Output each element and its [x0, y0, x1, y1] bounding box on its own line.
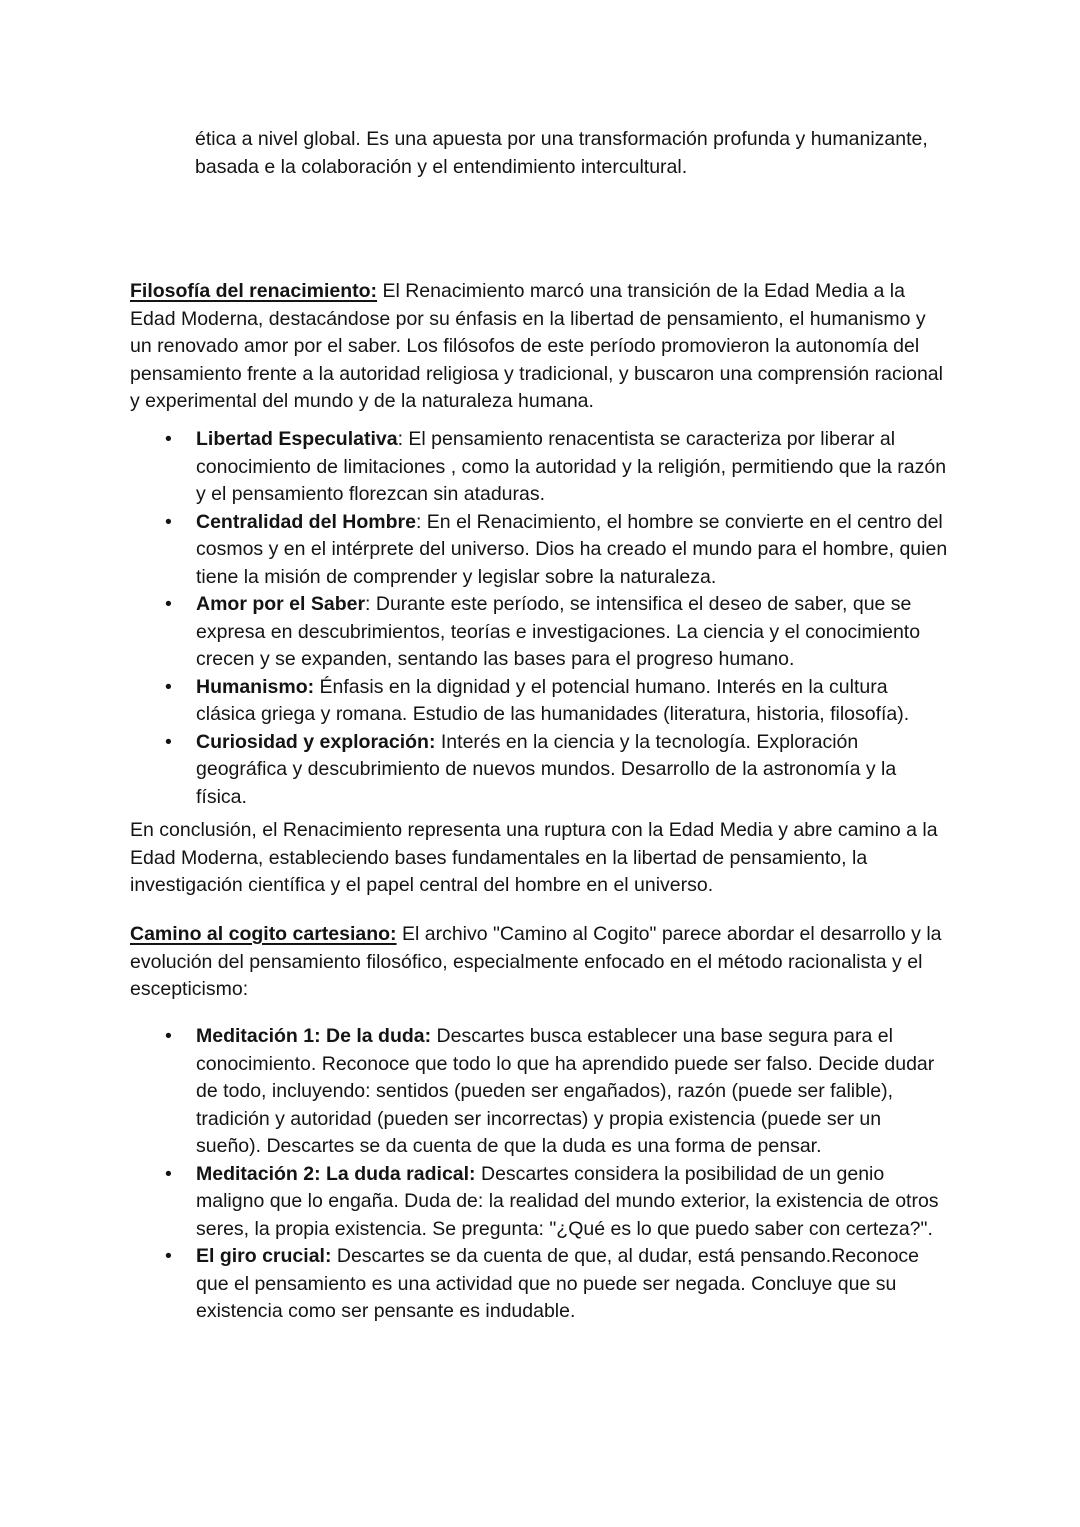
bullet-description: : Durante este período, se intensifica el deseo de saber, que se expresa en descubrimientos, teorías e investigaciones. La ciencia y el conocimiento crecen y se expanden, sentando las bases para el progreso humano. — [196, 593, 921, 670]
section-renaissance-paragraph — [130, 278, 950, 416]
bullet-item-curiosidad-y-exploracion — [130, 729, 950, 812]
bullet-item-amor-por-el-saber — [130, 591, 950, 674]
heading-camino-al-cogito: Camino al cogito cartesiano: — [130, 923, 397, 945]
section-cogito-paragraph — [130, 921, 950, 1004]
bullet-description: Interés en la ciencia y la tecnología. Exploración geográfica y descubrimiento de nuevos mundos. Desarrollo de la astronomía y la física. — [196, 730, 897, 808]
bullet-description: Descartes busca establecer una base segura para el conocimiento. Reconoce que todo lo que ha aprendido puede ser falso. Decide dudar de todo, incluyendo: sentidos (pueden ser engañados), razón (puede ser falible), tradición y autoridad (pueden ser incorrectas) y propia existencia (puede ser un sueño). Descartes se da cuenta de que la duda es una forma de pensar. — [196, 1025, 935, 1157]
bullet-item-humanismo — [130, 674, 950, 729]
bullet-dot-icon: • — [165, 593, 172, 615]
section-cogito-lead-text: El archivo "Camino al Cogito" parece abordar el desarrollo y la evolución del pensamiento filosófico, especialmente enfocado en el método racionalista y el escepticismo: — [130, 923, 942, 1000]
bullet-description: Descartes se da cuenta de que, al dudar, está pensando.Reconoce que el pensamiento es una actividad que no puede ser negada. Concluye que su existencia como ser pensante es indudable. — [196, 1245, 920, 1322]
conclusion-paragraph: En conclusión, el Renacimiento representa una ruptura con la Edad Media y abre camino a la Edad Moderna, estableciendo bases fundamentales en la libertad de pensamiento, la investigación científica y el papel central del hombre en el universo. — [130, 819, 938, 896]
renaissance-bullet-list — [130, 426, 950, 811]
bullet-dot-icon: • — [165, 1025, 172, 1047]
bullet-description: : En el Renacimiento, el hombre se convierte en el centro del cosmos y en el intérprete del universo. Dios ha creado el mundo para el hombre, quien tiene la misión de comprender y legislar sobre la naturaleza. — [196, 510, 948, 588]
bullet-dot-icon: • — [165, 510, 172, 533]
bullet-description: Descartes considera la posibilidad de un genio maligno que lo engaña. Duda de: la realidad del mundo exterior, la existencia de otros seres, la propia existencia. Se pregunta: "¿Qué es lo que puedo saber con certeza?". — [196, 1162, 939, 1240]
bullet-term: Libertad Especulativa — [196, 428, 398, 450]
bullet-term: Amor por el Saber — [196, 593, 366, 615]
bullet-term: Meditación 2: La duda radical: — [196, 1162, 476, 1185]
bullet-description: : El pensamiento renacentista se caracteriza por liberar al conocimiento de limitaciones , como la autoridad y la religión, permitiendo que la razón y el pensamiento florezcan sin ataduras. — [196, 428, 947, 505]
bullet-dot-icon: • — [165, 428, 172, 450]
section-renaissance-lead-text: El Renacimiento marcó una transición de la Edad Media a la Edad Moderna, destacándose por su énfasis en la libertad de pensamiento, el humanismo y un renovado amor por el saber. Los filósofos de este período promovieron la autonomía del pensamiento frente a la autoridad religiosa y tradicional, y buscaron una comprensión racional y experimental del mundo y de la naturaleza humana. — [130, 280, 943, 412]
bullet-description: Énfasis en la dignidad y el potencial humano. Interés en la cultura clásica griega y romana. Estudio de las humanidades (literatura, historia, filosofía). — [196, 675, 910, 725]
bullet-term: Centralidad del Hombre — [196, 510, 416, 533]
bullet-item-centralidad-del-hombre — [130, 509, 950, 592]
bullet-term: Curiosidad y exploración: — [196, 730, 436, 753]
bullet-dot-icon: • — [165, 675, 172, 698]
heading-filosofia-del-renacimiento: Filosofía del renacimiento: — [130, 280, 378, 302]
intro-paragraph: ética a nivel global. Es una apuesta por una transformación profunda y humanizante, basada e la colaboración y el entendimiento intercultural. — [195, 128, 928, 178]
bullet-item-meditacion-2 — [130, 1161, 950, 1244]
bullet-item-el-giro-crucial — [130, 1243, 950, 1326]
bullet-item-meditacion-1 — [130, 1023, 950, 1161]
bullet-term: Humanismo: — [196, 675, 315, 698]
bullet-dot-icon: • — [165, 1245, 172, 1267]
bullet-term: El giro crucial: — [196, 1245, 332, 1267]
cogito-bullet-list — [130, 1023, 950, 1326]
bullet-dot-icon: • — [165, 1162, 172, 1185]
bullet-dot-icon: • — [165, 730, 172, 753]
bullet-term: Meditación 1: De la duda: — [196, 1025, 432, 1047]
bullet-item-libertad-especulativa — [130, 426, 950, 509]
